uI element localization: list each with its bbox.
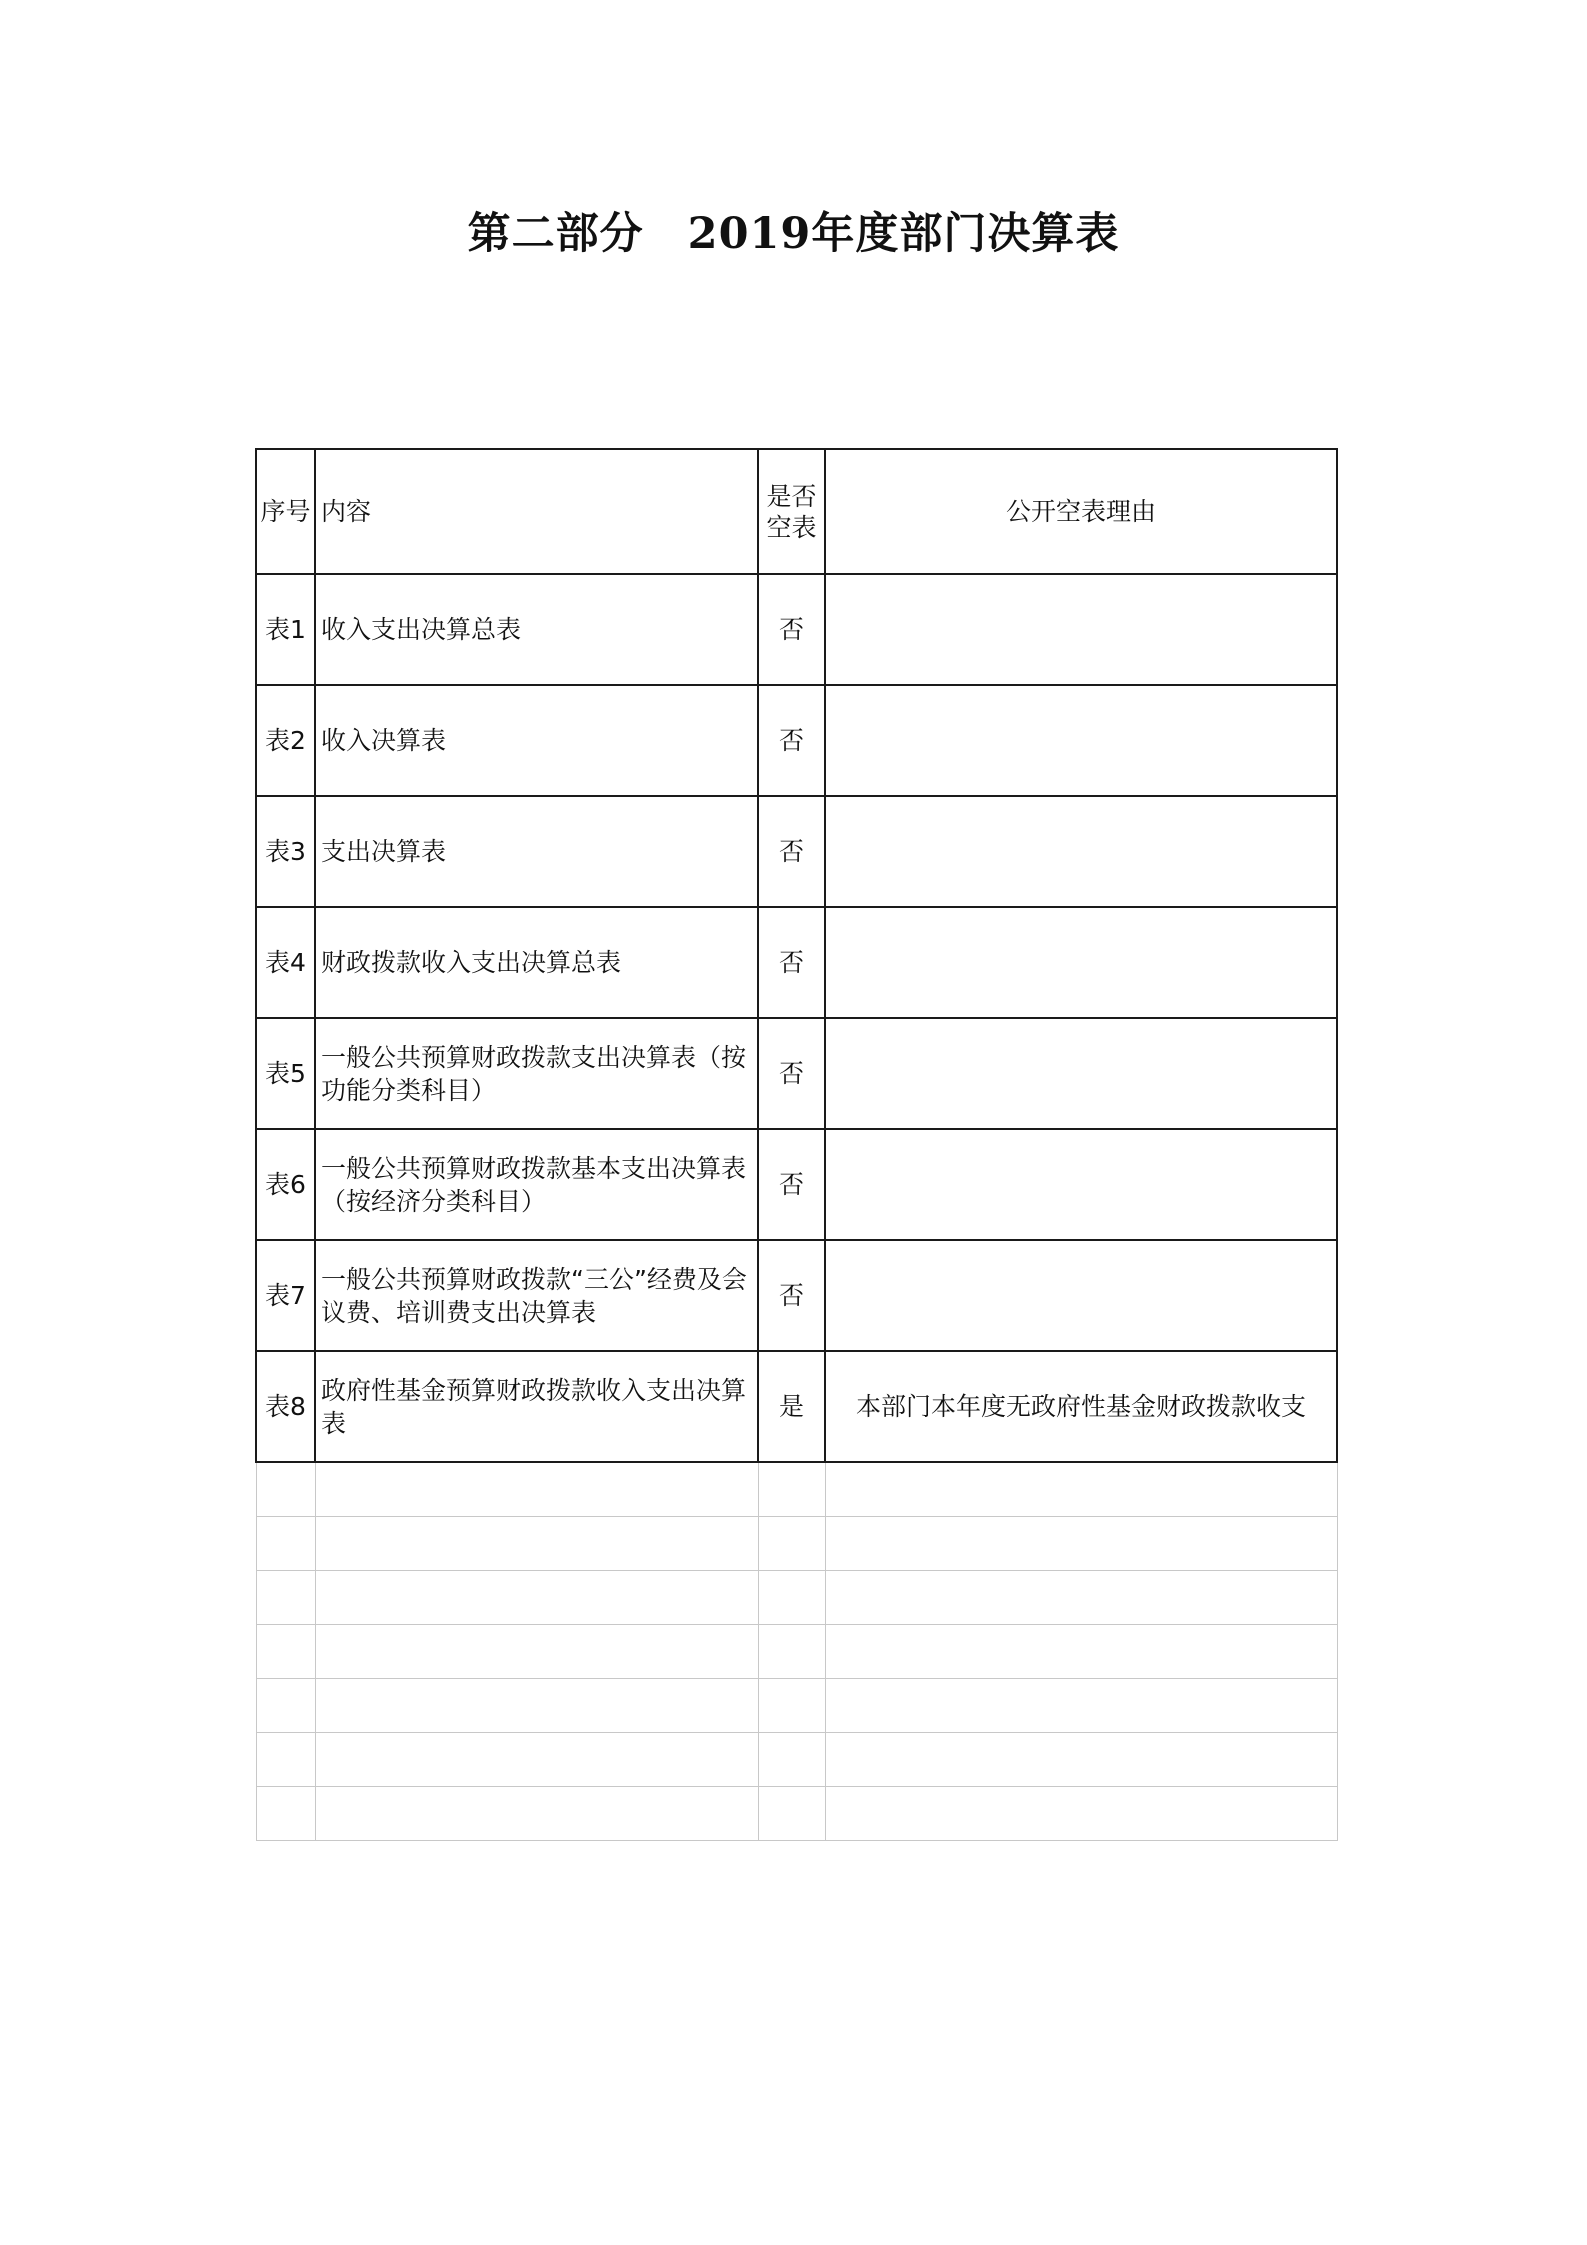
row-seq: 表6 xyxy=(256,1129,315,1240)
blank-cell xyxy=(758,1517,825,1571)
blank-cell xyxy=(825,1517,1337,1571)
blank-cell xyxy=(825,1571,1337,1625)
row-is-empty: 否 xyxy=(758,907,825,1018)
row-is-empty: 否 xyxy=(758,685,825,796)
blank-cell xyxy=(315,1571,758,1625)
header-seq: 序号 xyxy=(256,449,315,574)
row-content: 支出决算表 xyxy=(315,796,758,907)
table-row xyxy=(256,685,1337,796)
blank-cell xyxy=(758,1787,825,1841)
row-seq: 表5 xyxy=(256,1018,315,1129)
blank-row xyxy=(256,1733,1337,1787)
row-reason xyxy=(825,685,1337,796)
header-reason: 公开空表理由 xyxy=(825,449,1337,574)
row-is-empty: 否 xyxy=(758,1018,825,1129)
table-row xyxy=(256,796,1337,907)
blank-row xyxy=(256,1679,1337,1733)
blank-row xyxy=(256,1571,1337,1625)
row-reason xyxy=(825,796,1337,907)
row-seq: 表1 xyxy=(256,574,315,685)
blank-row xyxy=(256,1462,1337,1517)
row-is-empty: 否 xyxy=(758,1129,825,1240)
blank-cell xyxy=(315,1733,758,1787)
row-seq: 表4 xyxy=(256,907,315,1018)
table-row xyxy=(256,1351,1337,1462)
row-reason xyxy=(825,907,1337,1018)
row-content: 收入决算表 xyxy=(315,685,758,796)
table-row xyxy=(256,1129,1337,1240)
table-row xyxy=(256,907,1337,1018)
row-seq: 表7 xyxy=(256,1240,315,1351)
blank-cell xyxy=(315,1462,758,1517)
table-row xyxy=(256,1240,1337,1351)
row-seq: 表2 xyxy=(256,685,315,796)
row-reason xyxy=(825,574,1337,685)
row-content: 收入支出决算总表 xyxy=(315,574,758,685)
row-is-empty: 否 xyxy=(758,796,825,907)
header-is-empty-line2: 空表 xyxy=(766,512,817,542)
row-content: 一般公共预算财政拨款“三公”经费及会议费、培训费支出决算表 xyxy=(315,1240,758,1351)
row-is-empty: 否 xyxy=(758,574,825,685)
blank-cell xyxy=(256,1462,315,1517)
row-content: 一般公共预算财政拨款支出决算表（按功能分类科目） xyxy=(315,1018,758,1129)
blank-cell xyxy=(256,1679,315,1733)
blank-cell xyxy=(315,1787,758,1841)
row-content: 一般公共预算财政拨款基本支出决算表（按经济分类科目） xyxy=(315,1129,758,1240)
row-content: 政府性基金预算财政拨款收入支出决算表 xyxy=(315,1351,758,1462)
row-reason xyxy=(825,1240,1337,1351)
blank-row xyxy=(256,1517,1337,1571)
blank-cell xyxy=(758,1462,825,1517)
blank-cell xyxy=(256,1625,315,1679)
blank-cell xyxy=(825,1625,1337,1679)
header-is-empty-line1: 是否 xyxy=(766,481,817,511)
blank-cell xyxy=(315,1517,758,1571)
blank-row xyxy=(256,1625,1337,1679)
header-is-empty xyxy=(758,449,825,574)
row-is-empty: 否 xyxy=(758,1240,825,1351)
blank-cell xyxy=(758,1571,825,1625)
blank-cell xyxy=(758,1625,825,1679)
blank-cell xyxy=(256,1571,315,1625)
row-is-empty: 是 xyxy=(758,1351,825,1462)
row-content: 财政拨款收入支出决算总表 xyxy=(315,907,758,1018)
header-content: 内容 xyxy=(315,449,758,574)
blank-cell xyxy=(758,1679,825,1733)
row-reason: 本部门本年度无政府性基金财政拨款收支 xyxy=(825,1351,1337,1462)
blank-cell xyxy=(825,1679,1337,1733)
row-seq: 表8 xyxy=(256,1351,315,1462)
blank-cell xyxy=(315,1625,758,1679)
blank-cell xyxy=(256,1517,315,1571)
table-row xyxy=(256,574,1337,685)
blank-cell xyxy=(315,1679,758,1733)
disclosure-table xyxy=(255,448,1338,1841)
blank-cell xyxy=(825,1787,1337,1841)
row-seq: 表3 xyxy=(256,796,315,907)
blank-cell xyxy=(825,1462,1337,1517)
blank-row xyxy=(256,1787,1337,1841)
row-reason xyxy=(825,1018,1337,1129)
table-row xyxy=(256,1018,1337,1129)
row-reason xyxy=(825,1129,1337,1240)
blank-cell xyxy=(256,1733,315,1787)
blank-cell xyxy=(758,1733,825,1787)
page-title: 第二部分 2019年度部门决算表 xyxy=(467,209,1120,259)
blank-cell xyxy=(256,1787,315,1841)
blank-cell xyxy=(825,1733,1337,1787)
table-header-row xyxy=(256,449,1337,574)
